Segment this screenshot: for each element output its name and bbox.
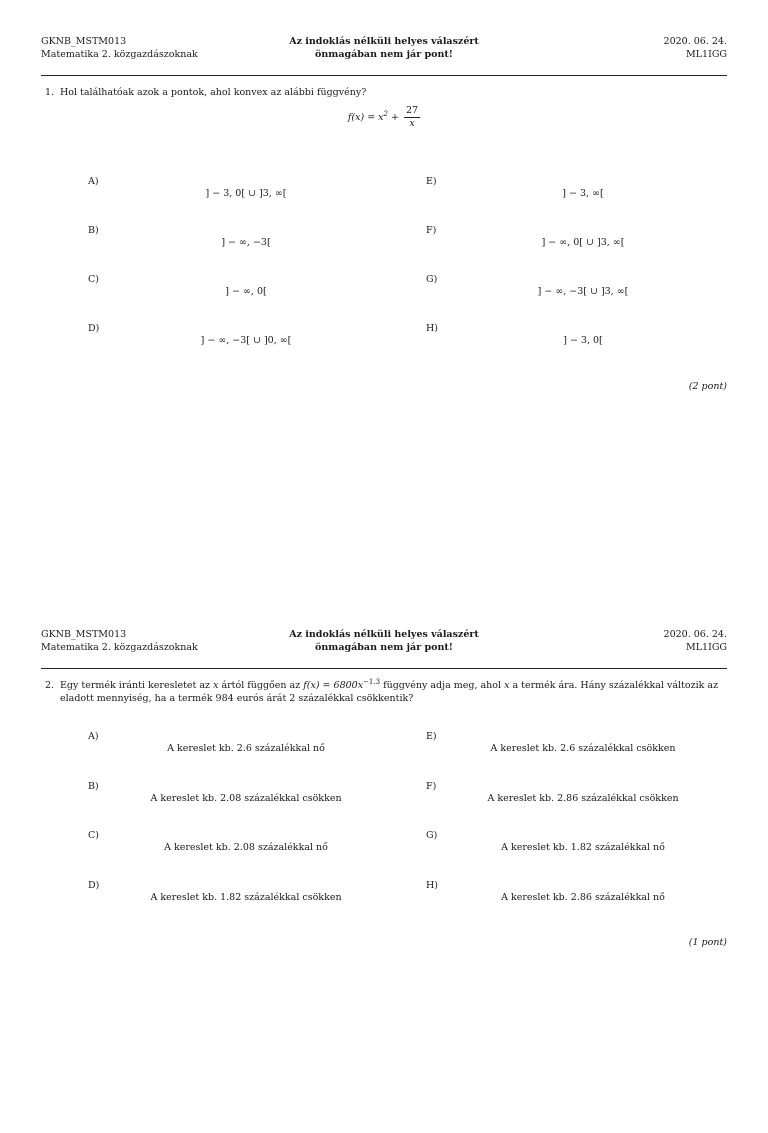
option-value: ] − ∞, −3[ [221,237,271,248]
course-code: GKNB_MSTM013 [41,36,127,47]
variable-x: x [213,680,219,691]
option-value: A kereslet kb. 2.86 százalékkal nő [501,892,665,903]
formula-plus: + [388,112,403,123]
option-value: ] − ∞, −3[ ∪ ]3, ∞[ [537,286,629,297]
notice-line-1: Az indoklás nélküli helyes válaszért [289,629,479,640]
exam-date: 2020. 06. 24. [663,629,727,640]
notice-line-2: önmagában nem jár pont! [315,48,453,60]
question-number: 1. [45,87,55,98]
fraction-denominator: x [409,118,415,129]
option-label: B) [88,781,99,792]
option-label: E) [426,731,437,742]
exam-date: 2020. 06. 24. [663,36,727,47]
option-value: A kereslet kb. 2.08 százalékkal csökken [150,793,342,804]
fraction-numerator: 27 [406,105,419,116]
course-name: Matematika 2. közgazdászoknak [41,48,198,60]
option-value: ] − 3, ∞[ [562,188,604,199]
option-value: ] − ∞, 0[ [225,286,267,297]
formula-fraction [404,105,420,130]
option-value: A kereslet kb. 2.08 százalékkal nő [164,842,328,853]
formula-lhs: f(x) = x [347,112,384,123]
option-value: A kereslet kb. 2.6 százalékkal nő [167,743,325,754]
option-value: ] − 3, 0[ ∪ ]3, ∞[ [205,188,287,199]
question-text: Hol találhatóak azok a pontok, ahol konvex az alábbi függvény? [60,87,367,98]
option-value: ] − ∞, −3[ ∪ ]0, ∞[ [200,335,292,346]
option-label: C) [88,830,99,841]
option-value: ] − ∞, 0[ ∪ ]3, ∞[ [541,237,625,248]
sheet-header [41,36,727,66]
demand-function: f(x) = 6800x [303,680,364,691]
option-value: A kereslet kb. 1.82 százalékkal csökken [150,892,342,903]
option-label: C) [88,274,99,285]
notice-line-1: Az indoklás nélküli helyes válaszért [289,36,479,47]
option-value: A kereslet kb. 1.82 százalékkal nő [501,842,665,853]
course-code: GKNB_MSTM013 [41,629,127,640]
option-label: D) [88,323,100,334]
option-label: F) [426,225,437,236]
option-label: A) [88,176,99,187]
header-divider [41,75,727,76]
notice-line-2: önmagában nem jár pont! [315,641,453,653]
option-label: D) [88,880,100,891]
option-value: ] − 3, 0[ [563,335,603,346]
option-label: G) [426,274,438,285]
option-label: H) [426,323,438,334]
points-note: (2 pont) [688,381,727,392]
option-value: A kereslet kb. 2.6 százalékkal csökken [490,743,676,754]
option-label: E) [426,176,437,187]
exam-sheet-1 [0,0,768,540]
question-text: Egy termék iránti keresletet az x ártól függően az $f(x) = 6800x^{-1.3}$ függvény adja meg, ahol x a termék ára. Hány százalékkal változik az eladott mennyiség, ha a termék 984 eurós árát 2 százalékkal csökkentik? [60,677,719,704]
function-formula [0,105,768,130]
course-name: Matematika 2. közgazdászoknak [41,641,198,653]
option-value: A kereslet kb. 2.86 százalékkal csökken [487,793,679,804]
option-label: A) [88,731,99,742]
question-1 [45,86,727,99]
formula-exponent: 2 [383,109,389,118]
header-divider [41,668,727,669]
option-label: H) [426,880,438,891]
question-2 [45,679,727,705]
variable-x: x [504,680,510,691]
option-label: B) [88,225,99,236]
student-code: ML1IGG [685,641,727,653]
sheet-header [41,629,727,659]
option-label: F) [426,781,437,792]
question-number: 2. [45,680,55,691]
option-label: G) [426,830,438,841]
exam-sheet-2 [0,593,768,1133]
function-exponent: −1.3 [363,677,381,686]
points-note: (1 pont) [688,937,727,948]
student-code: ML1IGG [685,48,727,60]
